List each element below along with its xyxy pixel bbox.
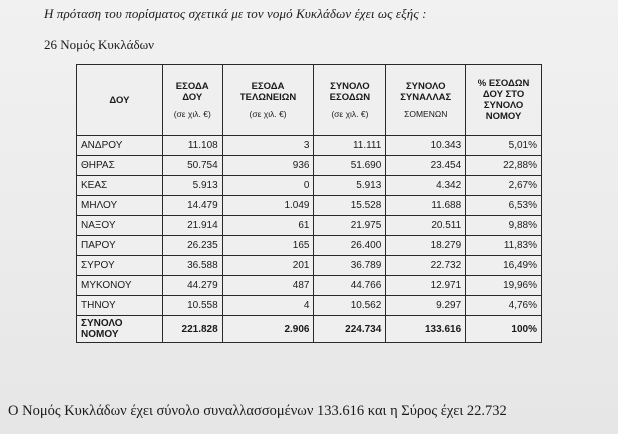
- cell-esoda-telonion: 61: [222, 216, 314, 236]
- cell-synolo-esodon: 5.913: [314, 176, 386, 196]
- table-row: [77, 196, 542, 216]
- table-row: [77, 236, 542, 256]
- cell-esoda-dou: 11.108: [162, 136, 222, 156]
- cell-pososto: 2,67%: [466, 176, 542, 196]
- cell-dou-name: ΝΑΞΟΥ: [77, 216, 163, 236]
- cell-esoda-dou: 10.558: [162, 296, 222, 316]
- cell-esoda-telonion: 165: [222, 236, 314, 256]
- cell-dou-name: ΜΗΛΟΥ: [77, 196, 163, 216]
- total-synolo-esodon: 224.734: [314, 316, 386, 343]
- cell-synolo-synallassomenon: 20.511: [386, 216, 466, 236]
- revenue-table-container: [76, 64, 542, 343]
- cell-pososto: 9,88%: [466, 216, 542, 236]
- total-esoda-dou: 221.828: [162, 316, 222, 343]
- header-pososto: % ΕΣΟΔΩΝ ΔΟΥ ΣΤΟ ΣΥΝΟΛΟ ΝΟΜΟΥ: [466, 65, 542, 136]
- cell-synolo-synallassomenon: 10.343: [386, 136, 466, 156]
- cell-synolo-synallassomenon: 22.732: [386, 256, 466, 276]
- table-row: [77, 136, 542, 156]
- cell-esoda-dou: 14.479: [162, 196, 222, 216]
- cell-esoda-dou: 44.279: [162, 276, 222, 296]
- cell-pososto: 16,49%: [466, 256, 542, 276]
- footer-text: Ο Νομός Κυκλάδων έχει σύνολο συναλλασσομένων 133.616 και η Σύρος έχει 22.732: [8, 403, 507, 419]
- cell-synolo-synallassomenon: 4.342: [386, 176, 466, 196]
- cell-dou-name: ΘΗΡΑΣ: [77, 156, 163, 176]
- cell-esoda-telonion: 0: [222, 176, 314, 196]
- cell-synolo-synallassomenon: 23.454: [386, 156, 466, 176]
- table-header-row: [77, 65, 542, 136]
- cell-dou-name: ΤΗΝΟΥ: [77, 296, 163, 316]
- header-synolo-esodon: ΣΥΝΟΛΟ ΕΣΟΔΩΝ (σε χιλ. €): [314, 65, 386, 136]
- cell-esoda-dou: 21.914: [162, 216, 222, 236]
- cell-synolo-esodon: 51.690: [314, 156, 386, 176]
- cell-esoda-dou: 5.913: [162, 176, 222, 196]
- table-row: [77, 176, 542, 196]
- cell-synolo-esodon: 44.766: [314, 276, 386, 296]
- header-dou: ΔΟΥ: [77, 65, 163, 136]
- cell-synolo-esodon: 11.111: [314, 136, 386, 156]
- total-dou-name: ΣΥΝΟΛΟ ΝΟΜΟΥ: [77, 316, 163, 343]
- cell-synolo-esodon: 10.562: [314, 296, 386, 316]
- cell-esoda-dou: 26.235: [162, 236, 222, 256]
- cell-synolo-synallassomenon: 11.688: [386, 196, 466, 216]
- cell-synolo-esodon: 36.789: [314, 256, 386, 276]
- cell-esoda-telonion: 1.049: [222, 196, 314, 216]
- cell-pososto: 4,76%: [466, 296, 542, 316]
- cell-dou-name: ΣΥΡΟΥ: [77, 256, 163, 276]
- cell-esoda-telonion: 4: [222, 296, 314, 316]
- table-row: [77, 156, 542, 176]
- cell-pososto: 11,83%: [466, 236, 542, 256]
- cell-dou-name: ΚΕΑΣ: [77, 176, 163, 196]
- cell-esoda-telonion: 201: [222, 256, 314, 276]
- header-esoda-dou: ΕΣΟΔΑ ΔΟΥ (σε χιλ. €): [162, 65, 222, 136]
- cell-synolo-esodon: 21.975: [314, 216, 386, 236]
- table-row: [77, 296, 542, 316]
- table-row: [77, 256, 542, 276]
- cell-esoda-dou: 36.588: [162, 256, 222, 276]
- total-esoda-telonion: 2.906: [222, 316, 314, 343]
- cell-esoda-telonion: 936: [222, 156, 314, 176]
- revenue-table: [76, 64, 542, 343]
- cell-synolo-synallassomenon: 9.297: [386, 296, 466, 316]
- header-esoda-telonion: ΕΣΟΔΑ ΤΕΛΩΝΕΙΩΝ (σε χιλ. €): [222, 65, 314, 136]
- cell-pososto: 5,01%: [466, 136, 542, 156]
- cell-synolo-esodon: 15.528: [314, 196, 386, 216]
- cell-pososto: 6,53%: [466, 196, 542, 216]
- cell-synolo-synallassomenon: 18.279: [386, 236, 466, 256]
- intro-text: Η πρόταση του πορίσματος σχετικά με τον νομό Κυκλάδων έχει ως εξής :: [44, 6, 427, 21]
- cell-synolo-esodon: 26.400: [314, 236, 386, 256]
- total-pososto: 100%: [466, 316, 542, 343]
- cell-pososto: 19,96%: [466, 276, 542, 296]
- cell-dou-name: ΑΝΔΡΟΥ: [77, 136, 163, 156]
- table-row: [77, 276, 542, 296]
- header-synolo-synallassomenon: ΣΥΝΟΛΟ ΣΥΝΑΛΛΑΣ ΣΟΜΕΝΩΝ: [386, 65, 466, 136]
- total-synolo-synallassomenon: 133.616: [386, 316, 466, 343]
- cell-esoda-telonion: 3: [222, 136, 314, 156]
- table-total-row: [77, 316, 542, 343]
- cell-dou-name: ΠΑΡΟΥ: [77, 236, 163, 256]
- table-row: [77, 216, 542, 236]
- section-title: 26 Νομός Κυκλάδων: [44, 37, 155, 52]
- cell-pososto: 22,88%: [466, 156, 542, 176]
- cell-esoda-dou: 50.754: [162, 156, 222, 176]
- cell-synolo-synallassomenon: 12.971: [386, 276, 466, 296]
- cell-esoda-telonion: 487: [222, 276, 314, 296]
- cell-dou-name: ΜΥΚΟΝΟΥ: [77, 276, 163, 296]
